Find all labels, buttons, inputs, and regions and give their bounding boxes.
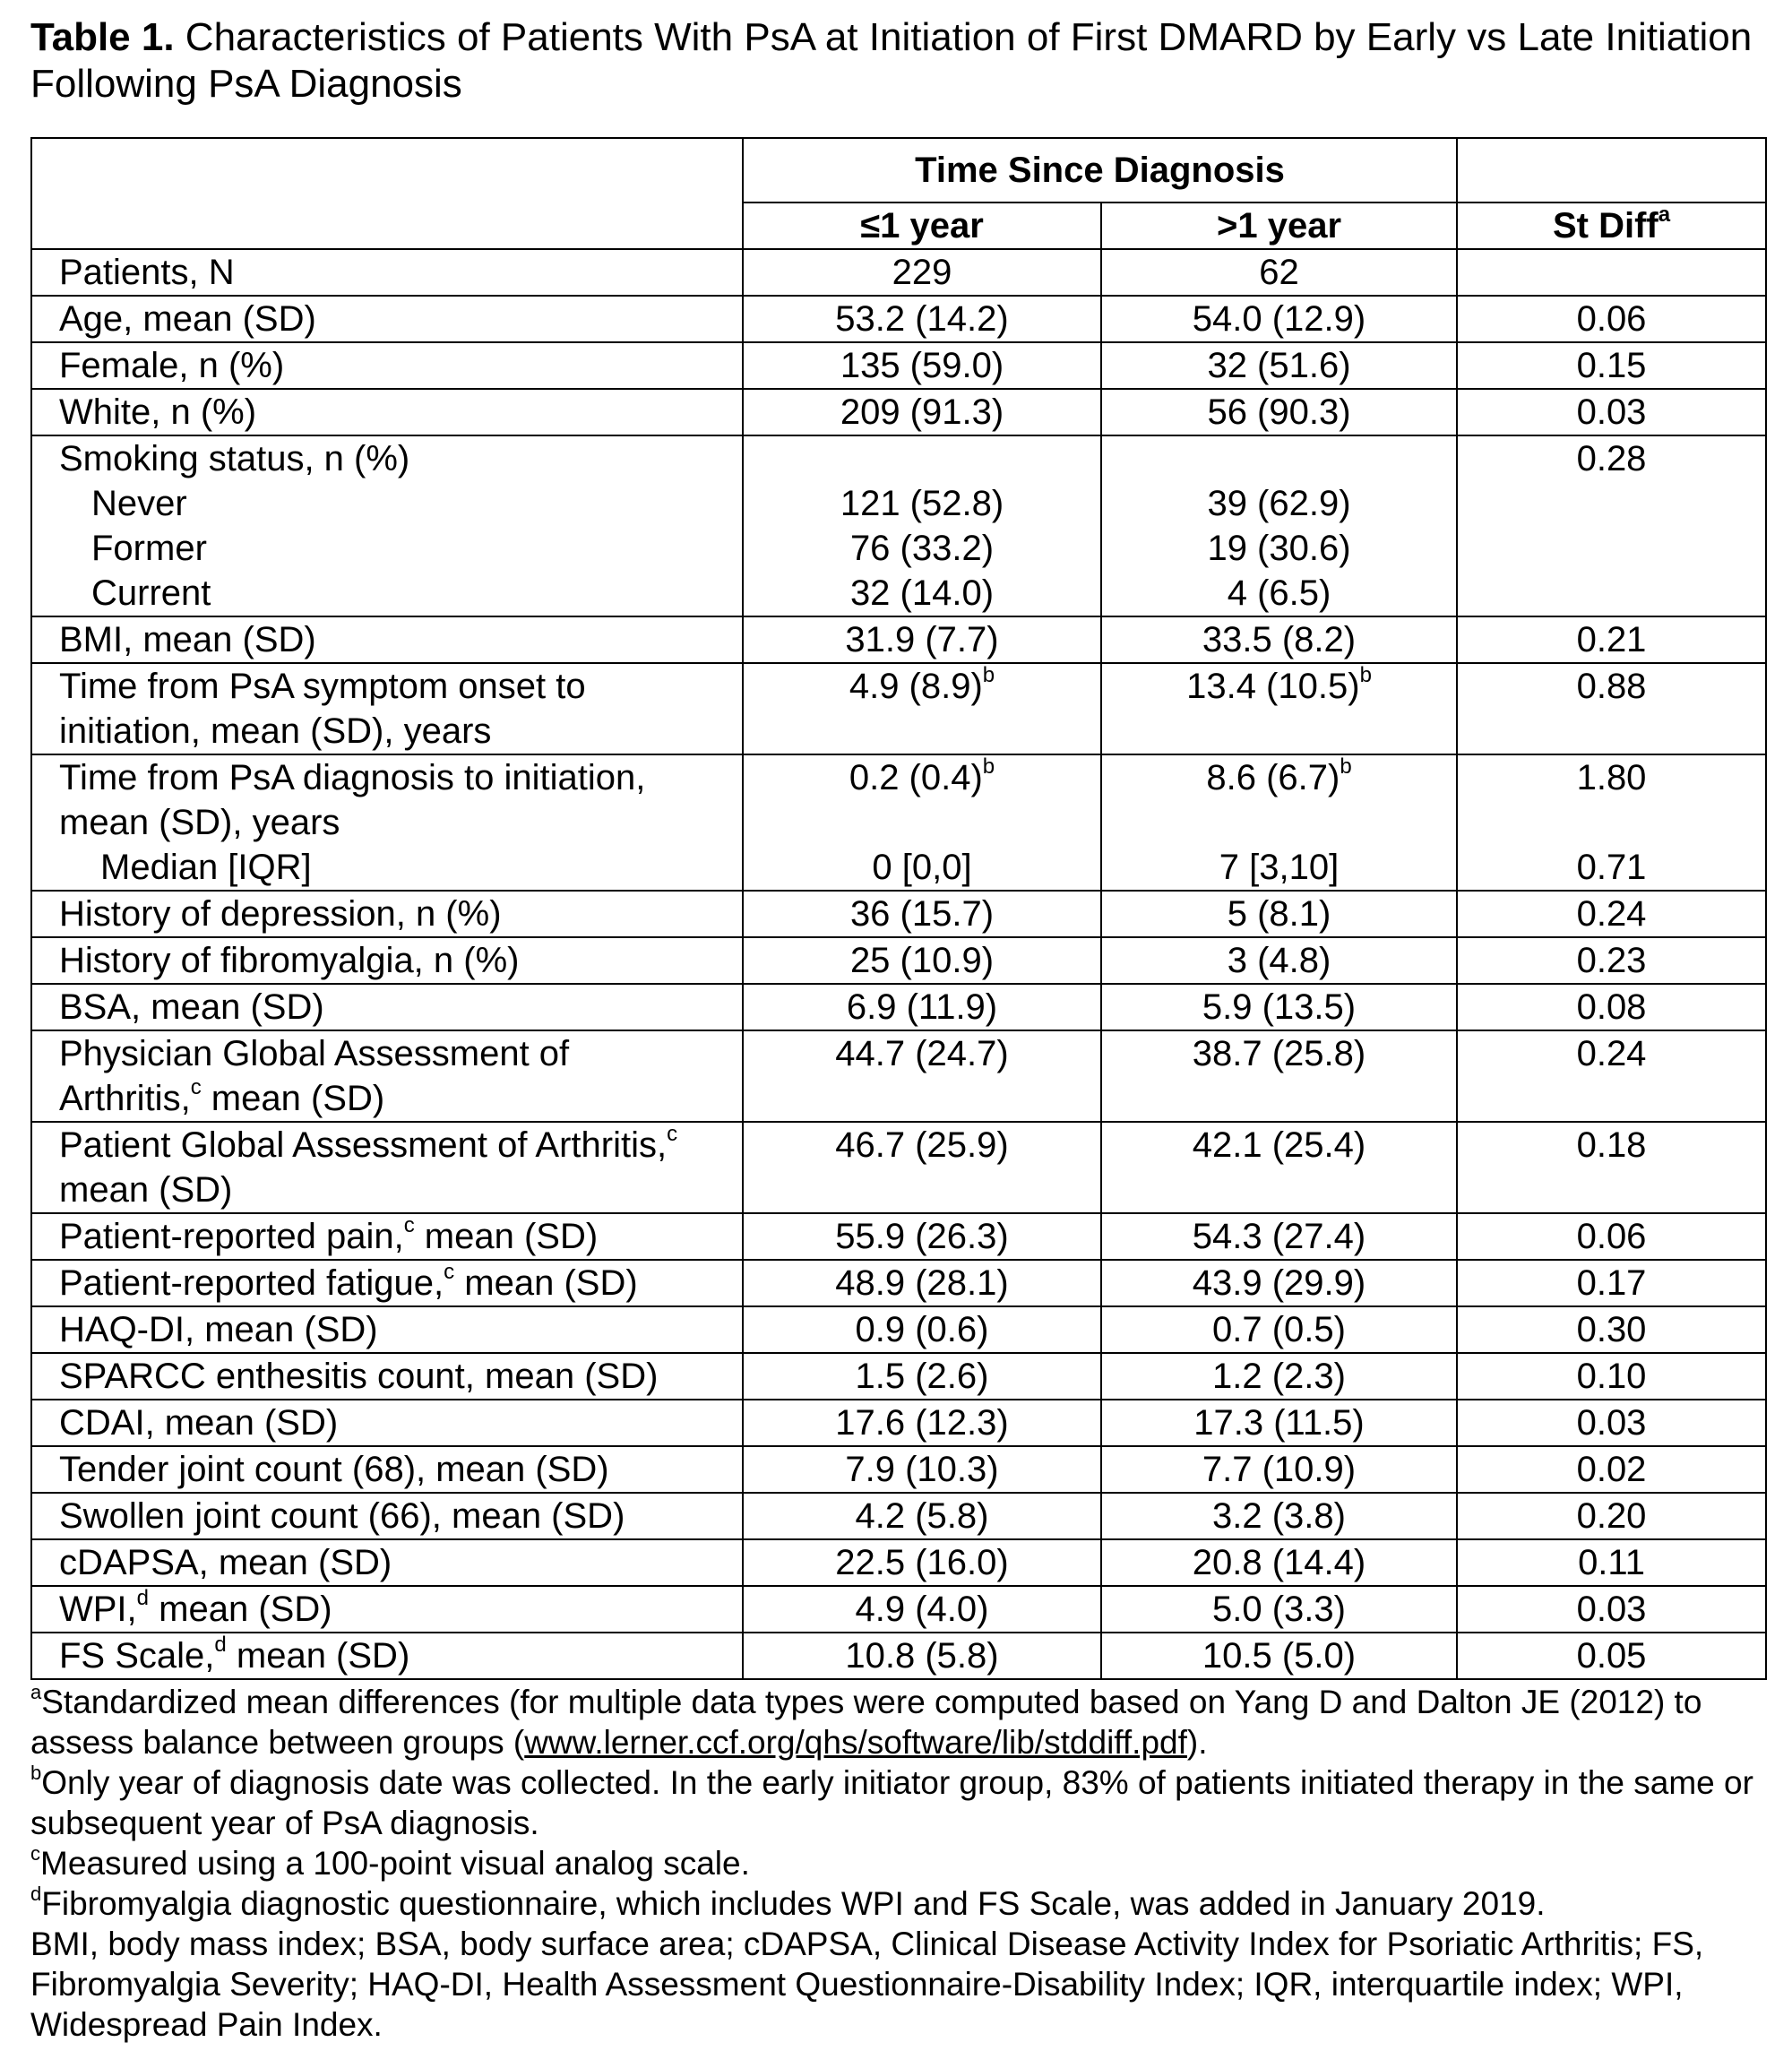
table-row — [31, 481, 1766, 526]
row-st-diff: 1.80 — [1457, 754, 1766, 845]
row-value-late-text: 8.6 (6.7) — [1206, 758, 1340, 797]
row-value-late: 19 (30.6) — [1101, 526, 1457, 571]
table-row — [31, 891, 1766, 937]
row-value-early: 17.6 (12.3) — [743, 1400, 1101, 1446]
row-label-line2: initiation, mean (SD), years — [59, 711, 492, 751]
header-time-since-diagnosis: Time Since Diagnosis — [743, 138, 1457, 202]
row-label: History of depression, n (%) — [31, 891, 743, 937]
table-row — [31, 296, 1766, 342]
row-value-late: 43.9 (29.9) — [1101, 1260, 1457, 1306]
header-st-diff-sup: a — [1658, 202, 1671, 227]
footnote-a-text: Standardized mean differences (for multiple data types were computed based on Yang D and Dalton JE (2012) to assess balance between groups ( — [30, 1684, 1702, 1761]
row-label: Never — [31, 481, 743, 526]
table-row — [31, 1030, 1766, 1122]
footnote-a-end: ). — [1186, 1724, 1208, 1761]
row-label: cDAPSA, mean (SD) — [31, 1539, 743, 1586]
row-value-late: 3 (4.8) — [1101, 937, 1457, 984]
row-st-diff: 0.17 — [1457, 1260, 1766, 1306]
row-value-early: 53.2 (14.2) — [743, 296, 1101, 342]
footnote-ref: c — [190, 1074, 202, 1099]
row-value-late: 62 — [1101, 249, 1457, 296]
row-label-line1: Physician Global Assessment of — [59, 1034, 570, 1073]
footnote-d — [30, 1883, 1760, 1924]
row-value-late: 56 (90.3) — [1101, 389, 1457, 435]
row-st-diff: 0.06 — [1457, 296, 1766, 342]
row-value-early: 121 (52.8) — [743, 481, 1101, 526]
row-value-late: 5.0 (3.3) — [1101, 1586, 1457, 1633]
table-row — [31, 389, 1766, 435]
row-value-early: 209 (91.3) — [743, 389, 1101, 435]
table-row — [31, 1260, 1766, 1306]
row-label — [31, 1213, 743, 1260]
footnote-ref: b — [982, 754, 995, 779]
row-value-early: 7.9 (10.3) — [743, 1446, 1101, 1493]
row-label — [31, 1122, 743, 1213]
table-row — [31, 342, 1766, 389]
row-value-late: 10.5 (5.0) — [1101, 1633, 1457, 1679]
table-row — [31, 435, 1766, 481]
footnote-ref: b — [982, 662, 995, 687]
characteristics-table — [30, 137, 1767, 1680]
row-value-early: 0 [0,0] — [743, 845, 1101, 891]
row-value-early: 1.5 (2.6) — [743, 1353, 1101, 1400]
row-value-late: 32 (51.6) — [1101, 342, 1457, 389]
row-st-diff: 0.28 — [1457, 435, 1766, 481]
table-row — [31, 1400, 1766, 1446]
row-value-late: 38.7 (25.8) — [1101, 1030, 1457, 1122]
row-st-diff: 0.03 — [1457, 389, 1766, 435]
table-row — [31, 984, 1766, 1030]
row-value-late: 20.8 (14.4) — [1101, 1539, 1457, 1586]
table-footnotes — [30, 1682, 1760, 2045]
row-st-diff: 0.23 — [1457, 937, 1766, 984]
row-value-early — [743, 754, 1101, 845]
row-st-diff: 0.20 — [1457, 1493, 1766, 1539]
row-value-early: 44.7 (24.7) — [743, 1030, 1101, 1122]
row-label — [31, 1633, 743, 1679]
row-st-diff — [1457, 571, 1766, 616]
row-label: SPARCC enthesitis count, mean (SD) — [31, 1353, 743, 1400]
footnote-ref: d — [214, 1632, 227, 1657]
table-row — [31, 937, 1766, 984]
row-label-b: mean (SD) — [414, 1217, 599, 1256]
row-label: Former — [31, 526, 743, 571]
header-st-diff — [1457, 202, 1766, 249]
table-row — [31, 526, 1766, 571]
row-label — [31, 663, 743, 754]
row-st-diff: 0.21 — [1457, 616, 1766, 663]
row-st-diff — [1457, 526, 1766, 571]
row-value-late: 5.9 (13.5) — [1101, 984, 1457, 1030]
row-label: HAQ-DI, mean (SD) — [31, 1306, 743, 1353]
row-value-early: 76 (33.2) — [743, 526, 1101, 571]
table-row — [31, 663, 1766, 754]
table-row — [31, 1493, 1766, 1539]
table-row — [31, 1122, 1766, 1213]
row-label: Current — [31, 571, 743, 616]
table-title — [30, 14, 1769, 108]
row-value-late — [1101, 663, 1457, 754]
row-st-diff: 0.03 — [1457, 1586, 1766, 1633]
header-empty-cell — [31, 138, 743, 249]
row-st-diff: 0.10 — [1457, 1353, 1766, 1400]
row-value-early: 36 (15.7) — [743, 891, 1101, 937]
row-value-late: 7 [3,10] — [1101, 845, 1457, 891]
footnote-c — [30, 1843, 1760, 1883]
row-st-diff: 0.24 — [1457, 1030, 1766, 1122]
row-label: CDAI, mean (SD) — [31, 1400, 743, 1446]
row-label: Smoking status, n (%) — [31, 435, 743, 481]
table-row — [31, 845, 1766, 891]
row-value-early: 135 (59.0) — [743, 342, 1101, 389]
row-st-diff: 0.11 — [1457, 1539, 1766, 1586]
row-value-late-text: 13.4 (10.5) — [1186, 667, 1360, 706]
table-row — [31, 249, 1766, 296]
row-label: Age, mean (SD) — [31, 296, 743, 342]
row-value-late: 42.1 (25.4) — [1101, 1122, 1457, 1213]
row-st-diff: 0.03 — [1457, 1400, 1766, 1446]
row-value-late: 17.3 (11.5) — [1101, 1400, 1457, 1446]
row-value-early: 4.9 (4.0) — [743, 1586, 1101, 1633]
row-st-diff: 0.71 — [1457, 845, 1766, 891]
table-row — [31, 1633, 1766, 1679]
row-value-early-text: 4.9 (8.9) — [849, 667, 983, 706]
footnote-ref: c — [444, 1259, 455, 1284]
row-st-diff — [1457, 249, 1766, 296]
row-label-line2a: Arthritis, — [59, 1079, 191, 1118]
footnote-marker: d — [30, 1882, 42, 1905]
table-row — [31, 1539, 1766, 1586]
row-label: BSA, mean (SD) — [31, 984, 743, 1030]
row-label: Female, n (%) — [31, 342, 743, 389]
document-page — [30, 14, 1769, 2045]
footnote-marker: b — [30, 1761, 42, 1784]
row-value-early — [743, 435, 1101, 481]
row-value-late: 0.7 (0.5) — [1101, 1306, 1457, 1353]
table-row — [31, 1586, 1766, 1633]
row-label-b: mean (SD) — [226, 1636, 410, 1676]
row-label-line2b: mean (SD) — [201, 1079, 385, 1118]
row-value-early: 0.9 (0.6) — [743, 1306, 1101, 1353]
row-value-early: 46.7 (25.9) — [743, 1122, 1101, 1213]
row-label-line2: mean (SD), years — [59, 803, 340, 842]
table-title-label: Table 1. — [30, 15, 175, 59]
footnote-ref: d — [136, 1585, 150, 1610]
abbreviations: BMI, body mass index; BSA, body surface area; cDAPSA, Clinical Disease Activity Index for Psoriatic Arthritis; FS, Fibromyalgia Severity; HAQ-DI, Health Assessment Questionnaire-Disability Index; IQR, interquartile index; WPI, Widespread Pain Index. — [30, 1926, 1704, 2043]
header-st-diff-label: St Diff — [1552, 206, 1658, 246]
row-label-line1: Patient Global Assessment of Arthritis, — [59, 1125, 668, 1165]
row-st-diff: 0.30 — [1457, 1306, 1766, 1353]
table-row — [31, 1213, 1766, 1260]
row-value-early: 55.9 (26.3) — [743, 1213, 1101, 1260]
row-label-a: WPI, — [59, 1590, 137, 1629]
row-st-diff: 0.18 — [1457, 1122, 1766, 1213]
row-value-early: 31.9 (7.7) — [743, 616, 1101, 663]
footnote-b — [30, 1762, 1760, 1843]
table-row — [31, 616, 1766, 663]
stddiff-link[interactable]: www.lerner.ccf.org/qhs/software/lib/stddiff.pdf — [524, 1724, 1187, 1761]
row-value-early: 22.5 (16.0) — [743, 1539, 1101, 1586]
row-label: History of fibromyalgia, n (%) — [31, 937, 743, 984]
row-label-a: FS Scale, — [59, 1636, 215, 1676]
row-value-early: 25 (10.9) — [743, 937, 1101, 984]
table-row — [31, 1353, 1766, 1400]
row-label: Tender joint count (68), mean (SD) — [31, 1446, 743, 1493]
table-row — [31, 1446, 1766, 1493]
row-st-diff — [1457, 481, 1766, 526]
row-value-early-text: 0.2 (0.4) — [849, 758, 983, 797]
row-label: White, n (%) — [31, 389, 743, 435]
row-value-early: 48.9 (28.1) — [743, 1260, 1101, 1306]
footnote-marker: c — [30, 1841, 40, 1865]
footnote-ref: c — [667, 1121, 678, 1146]
row-label-a: Patient-reported fatigue, — [59, 1263, 444, 1303]
footnote-marker: a — [30, 1680, 42, 1703]
table-title-text: Characteristics of Patients With PsA at Initiation of First DMARD by Early vs Late Initiation Following PsA Diagnosis — [30, 15, 1753, 106]
row-value-late: 39 (62.9) — [1101, 481, 1457, 526]
header-empty-diff-cell — [1457, 138, 1766, 202]
row-label — [31, 1030, 743, 1122]
row-value-late: 54.3 (27.4) — [1101, 1213, 1457, 1260]
row-label-line1: Time from PsA symptom onset to — [59, 667, 586, 706]
row-value-early: 6.9 (11.9) — [743, 984, 1101, 1030]
row-label-line2: mean (SD) — [59, 1170, 233, 1210]
row-label — [31, 1586, 743, 1633]
row-value-early: 32 (14.0) — [743, 571, 1101, 616]
footnote-b-text: Only year of diagnosis date was collected. In the early initiator group, 83% of patients initiated therapy in the same or subsequent year of PsA diagnosis. — [30, 1764, 1753, 1841]
table-row — [31, 571, 1766, 616]
row-label-line1: Time from PsA diagnosis to initiation, — [59, 758, 646, 797]
table-row — [31, 754, 1766, 845]
table-row — [31, 1306, 1766, 1353]
row-label — [31, 754, 743, 845]
row-st-diff: 0.08 — [1457, 984, 1766, 1030]
footnote-ref: b — [1359, 662, 1372, 687]
row-st-diff: 0.88 — [1457, 663, 1766, 754]
row-label — [31, 1260, 743, 1306]
footnote-d-text: Fibromyalgia diagnostic questionnaire, which includes WPI and FS Scale, was added in January 2019. — [41, 1885, 1546, 1922]
row-value-early: 4.2 (5.8) — [743, 1493, 1101, 1539]
row-value-late — [1101, 754, 1457, 845]
row-st-diff: 0.02 — [1457, 1446, 1766, 1493]
footnote-c-text: Measured using a 100-point visual analog scale. — [40, 1845, 750, 1882]
row-label: Patients, N — [31, 249, 743, 296]
row-label: Median [IQR] — [31, 845, 743, 891]
row-st-diff: 0.24 — [1457, 891, 1766, 937]
header-early: ≤1 year — [743, 202, 1101, 249]
footnote-a — [30, 1682, 1760, 1762]
row-label: Swollen joint count (66), mean (SD) — [31, 1493, 743, 1539]
row-value-late: 5 (8.1) — [1101, 891, 1457, 937]
header-late: >1 year — [1101, 202, 1457, 249]
row-value-early — [743, 663, 1101, 754]
row-value-late: 54.0 (12.9) — [1101, 296, 1457, 342]
row-label: BMI, mean (SD) — [31, 616, 743, 663]
row-st-diff: 0.06 — [1457, 1213, 1766, 1260]
row-value-late: 3.2 (3.8) — [1101, 1493, 1457, 1539]
row-value-late: 1.2 (2.3) — [1101, 1353, 1457, 1400]
row-value-late: 4 (6.5) — [1101, 571, 1457, 616]
row-value-early: 229 — [743, 249, 1101, 296]
row-st-diff: 0.15 — [1457, 342, 1766, 389]
row-st-diff: 0.05 — [1457, 1633, 1766, 1679]
row-label-a: Patient-reported pain, — [59, 1217, 404, 1256]
row-label-b: mean (SD) — [454, 1263, 638, 1303]
footnote-ref: b — [1340, 754, 1352, 779]
row-label-b: mean (SD) — [149, 1590, 332, 1629]
row-value-late — [1101, 435, 1457, 481]
row-value-late: 33.5 (8.2) — [1101, 616, 1457, 663]
footnote-ref: c — [403, 1212, 415, 1237]
row-value-late: 7.7 (10.9) — [1101, 1446, 1457, 1493]
row-value-early: 10.8 (5.8) — [743, 1633, 1101, 1679]
